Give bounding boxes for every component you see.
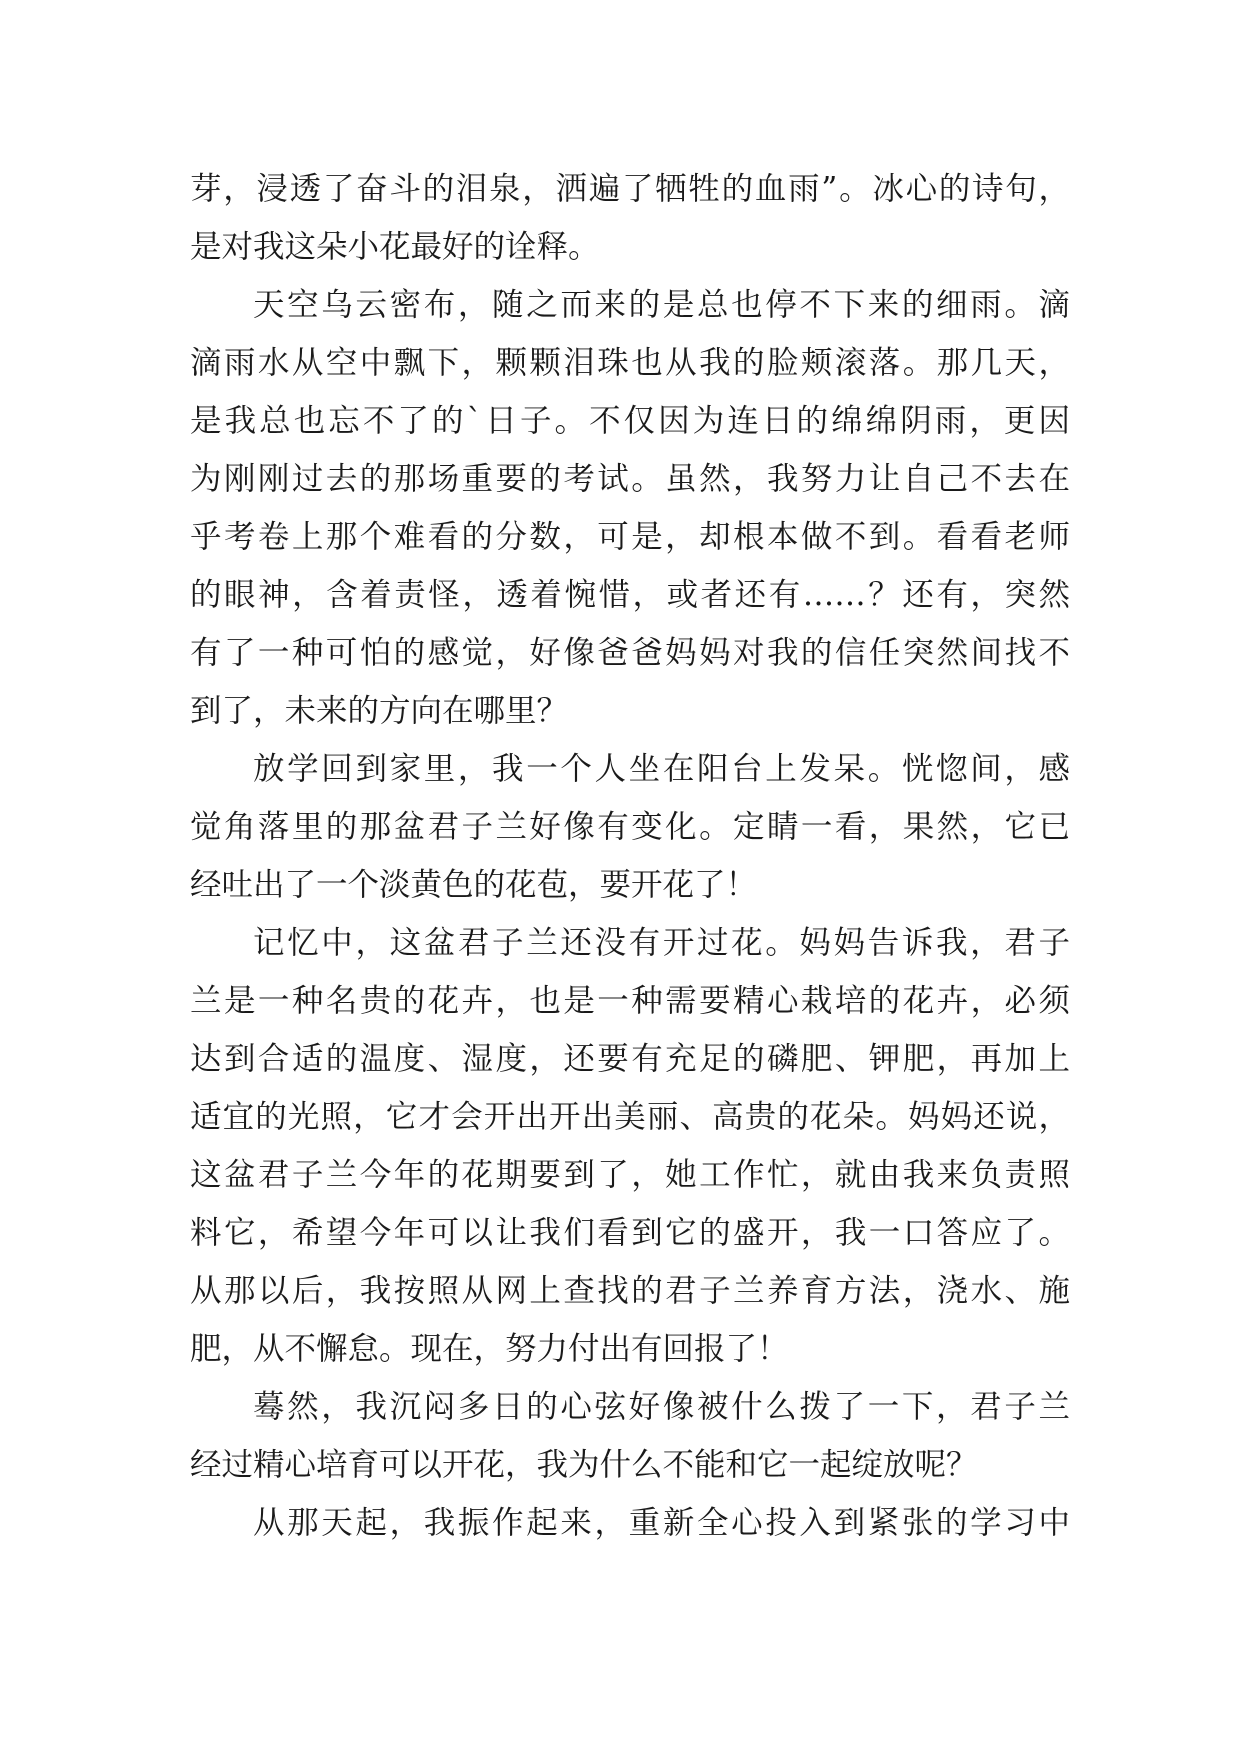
document-body — [190, 160, 1070, 1552]
text-line: 适宜的光照，它才会开出开出美丽、高贵的花朵。妈妈还说， — [190, 1099, 1070, 1135]
text-line: 从那天起，我振作起来，重新全心投入到紧张的学习中 — [253, 1505, 1070, 1541]
text-line: 兰是一种名贵的花卉，也是一种需要精心栽培的花卉，必须 — [190, 983, 1070, 1019]
text-line: 放学回到家里，我一个人坐在阳台上发呆。恍惚间，感 — [253, 751, 1070, 787]
text-line: 乎考卷上那个难看的分数，可是，却根本做不到。看看老师 — [190, 519, 1070, 555]
text-line: 到了，未来的方向在哪里？ — [190, 693, 569, 729]
text-line: 料它，希望今年可以让我们看到它的盛开，我一口答应了。 — [190, 1215, 1070, 1251]
text-line: 有了一种可怕的感觉，好像爸爸妈妈对我的信任突然间找不 — [190, 635, 1070, 671]
text-line: 蓦然，我沉闷多日的心弦好像被什么拨了一下，君子兰 — [253, 1389, 1070, 1425]
text-line: 是我总也忘不了的`日子。不仅因为连日的绵绵阴雨，更因 — [190, 403, 1070, 439]
text-line: 芽，浸透了奋斗的泪泉，洒遍了牺牲的血雨”。冰心的诗句， — [190, 171, 1070, 207]
text-line: 经吐出了一个淡黄色的花苞，要开花了！ — [190, 867, 758, 903]
text-line: 肥，从不懈怠。现在，努力付出有回报了！ — [190, 1331, 789, 1367]
text-line: 这盆君子兰今年的花期要到了，她工作忙，就由我来负责照 — [190, 1157, 1070, 1193]
text-line: 经过精心培育可以开花，我为什么不能和它一起绽放呢？ — [190, 1447, 978, 1483]
text-line: 觉角落里的那盆君子兰好像有变化。定睛一看，果然，它已 — [190, 809, 1070, 845]
text-line: 滴雨水从空中飘下，颗颗泪珠也从我的脸颊滚落。那几天， — [190, 345, 1070, 381]
text-line: 是对我这朵小花最好的诠释。 — [190, 229, 600, 265]
text-line: 记忆中，这盆君子兰还没有开过花。妈妈告诉我，君子 — [253, 925, 1070, 961]
text-line: 的眼神，含着责怪，透着惋惜，或者还有……？还有，突然 — [190, 577, 1070, 613]
text-line: 从那以后，我按照从网上查找的君子兰养育方法，浇水、施 — [190, 1273, 1070, 1309]
text-line: 天空乌云密布，随之而来的是总也停不下来的细雨。滴 — [253, 287, 1070, 323]
text-line: 达到合适的温度、湿度，还要有充足的磷肥、钾肥，再加上 — [190, 1041, 1070, 1077]
text-line: 为刚刚过去的那场重要的考试。虽然，我努力让自己不去在 — [190, 461, 1070, 497]
